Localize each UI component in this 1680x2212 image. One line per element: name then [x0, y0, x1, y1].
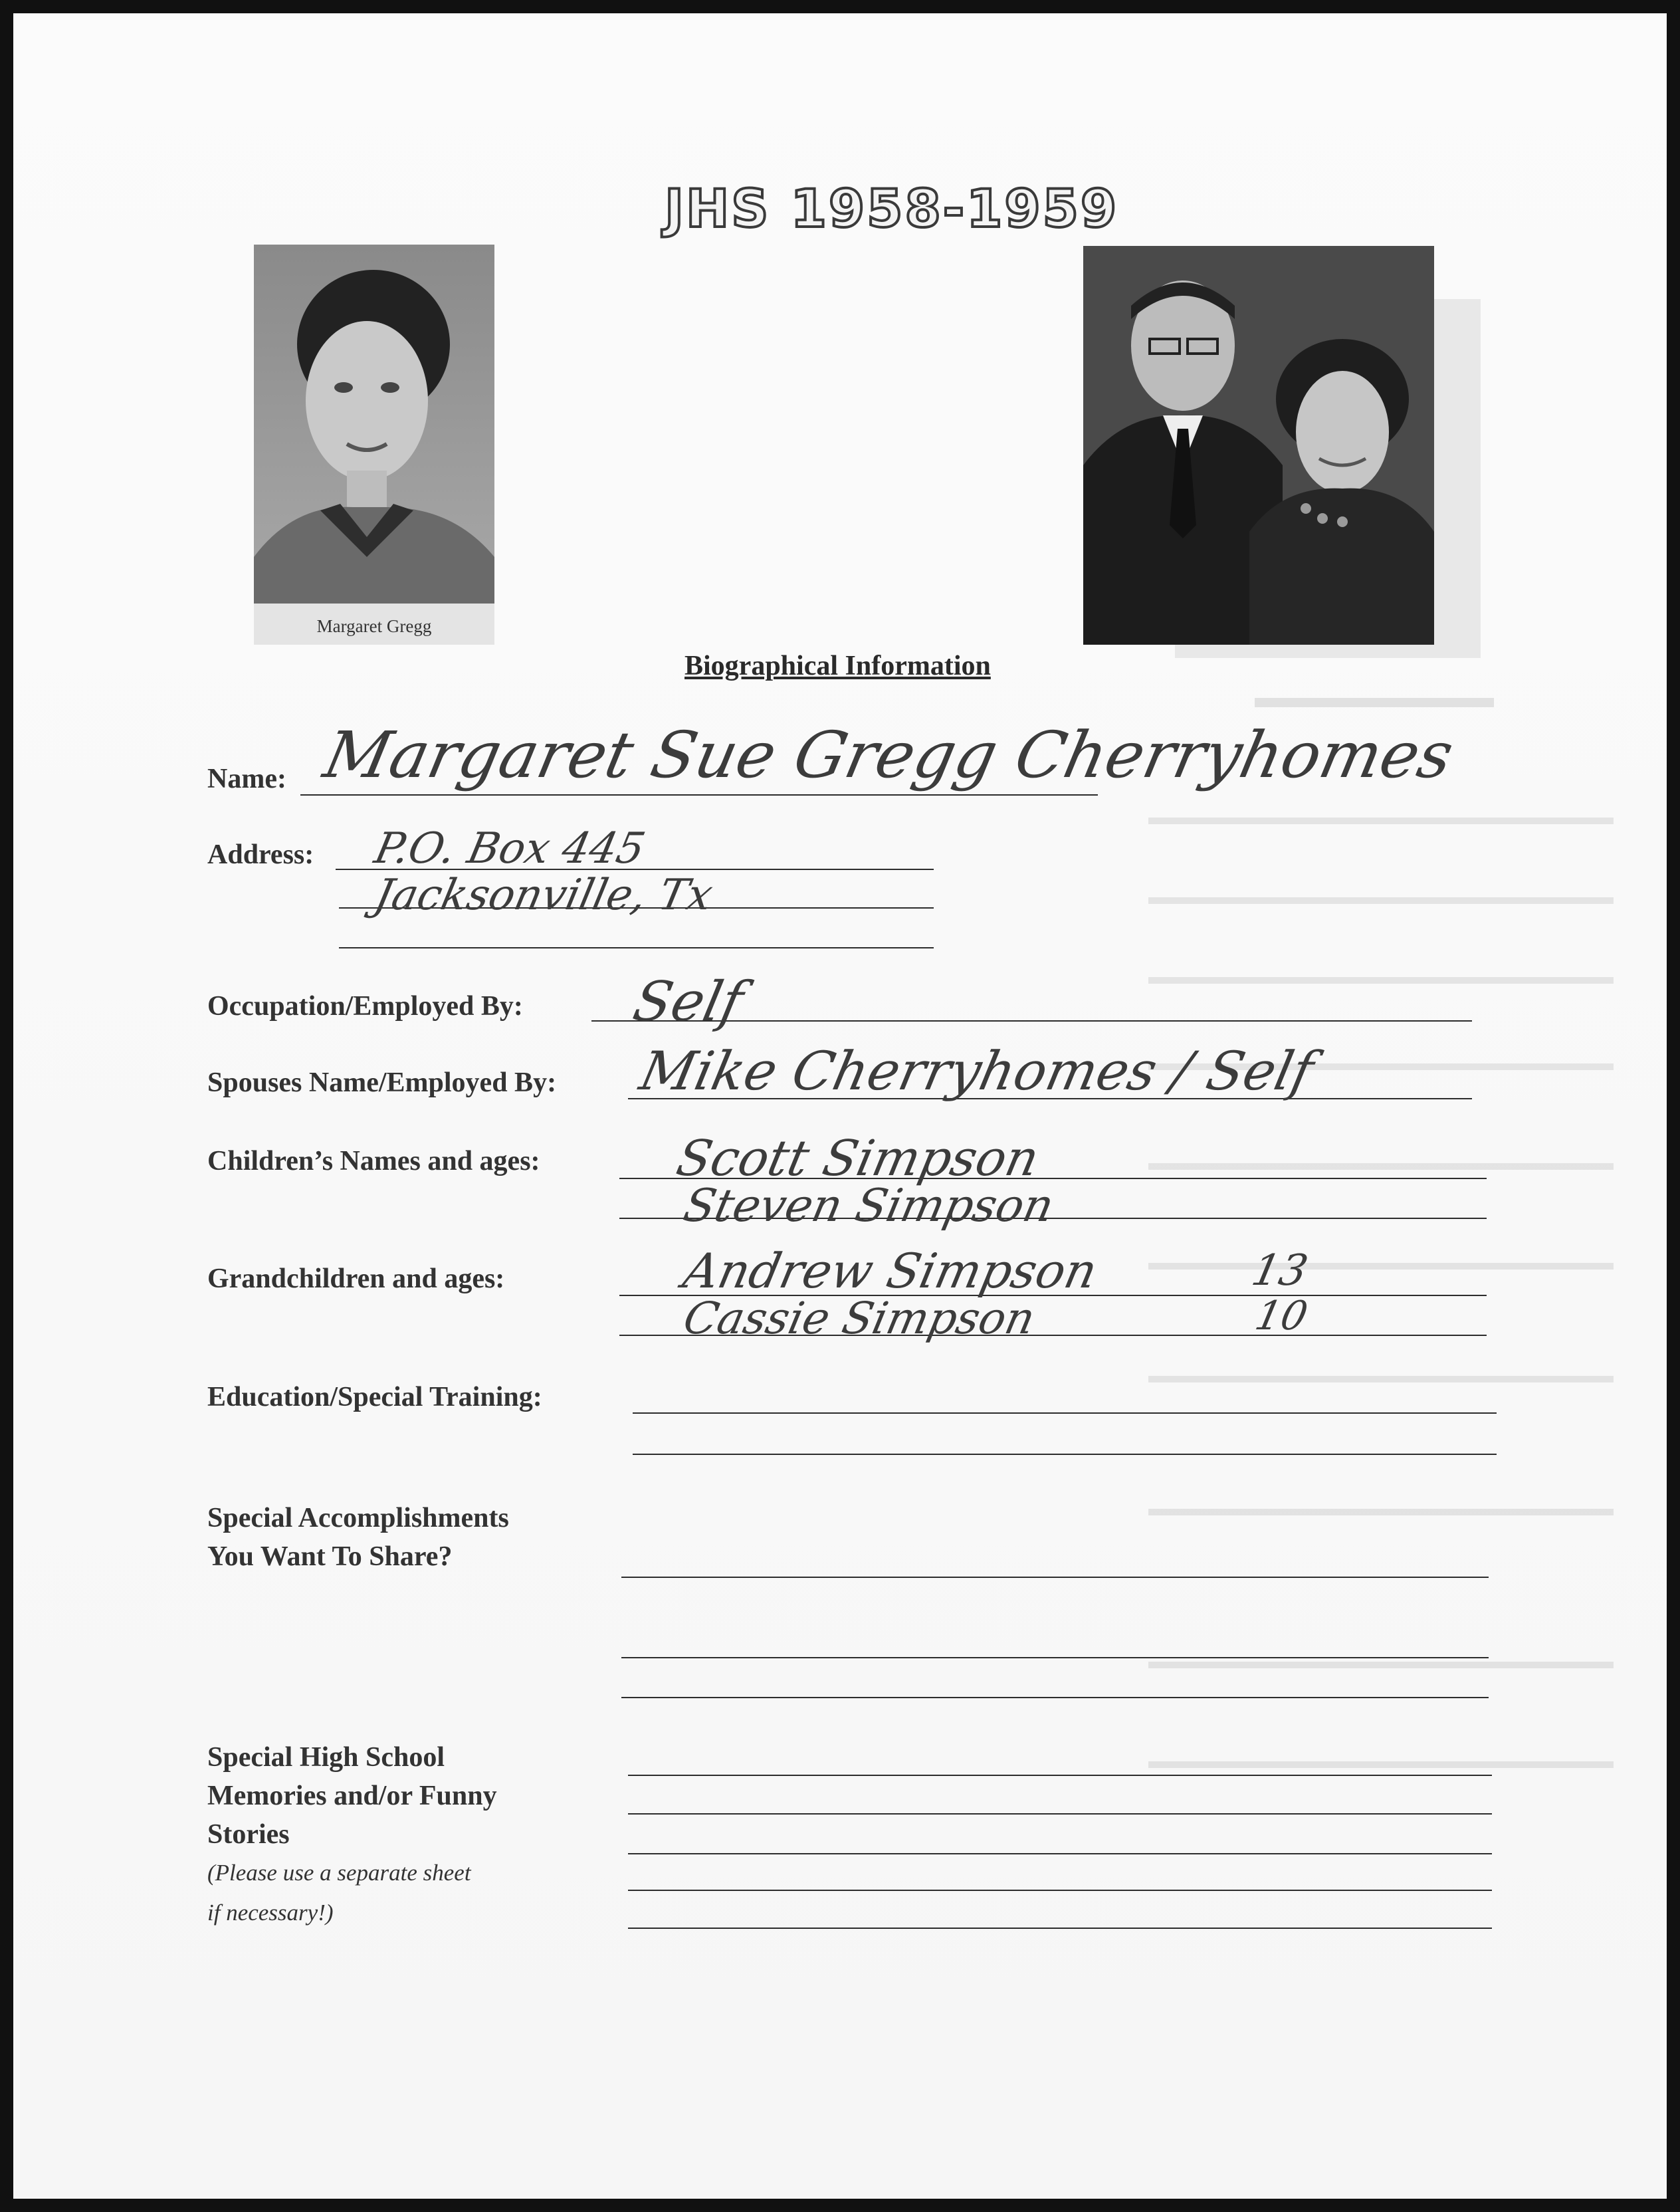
memories-line-1: [628, 1775, 1492, 1776]
yearbook-photo: [254, 245, 494, 645]
occupation-value: Self: [627, 970, 749, 1034]
memories-line-4: [628, 1890, 1492, 1891]
grandchild-1-age: 13: [1247, 1246, 1312, 1295]
child-2: Steven Simpson: [679, 1180, 1059, 1232]
couple-image: [1083, 246, 1434, 645]
children-label: Children’s Names and ages:: [207, 1146, 540, 1176]
spouse-value: Mike Cherryhomes / Self: [635, 1040, 1319, 1102]
address-line-3: [339, 947, 934, 948]
recent-photo: [1083, 246, 1434, 645]
grandchildren-label: Grandchildren and ages:: [207, 1264, 505, 1294]
name-label: Name:: [207, 764, 286, 794]
accomplishments-label-1: Special Accomplishments: [207, 1503, 509, 1533]
memories-label-3: Stories: [207, 1819, 290, 1850]
section-heading: Biographical Information: [684, 651, 991, 681]
portrait-image: [254, 245, 494, 645]
grandchild-2-name: Cassie Simpson: [679, 1293, 1040, 1344]
accomplishments-line-2: [621, 1657, 1489, 1658]
memories-note-1: (Please use a separate sheet: [207, 1860, 471, 1886]
accomplishments-line-1: [621, 1577, 1489, 1578]
address-value-2: Jacksonville, Tx: [370, 871, 717, 920]
child-1: Scott Simpson: [671, 1130, 1044, 1187]
memories-label-2: Memories and/or Funny: [207, 1781, 497, 1811]
education-line-1: [633, 1412, 1497, 1414]
page-title: JHS 1958-1959: [665, 179, 1119, 239]
address-label: Address:: [207, 839, 314, 870]
accomplishments-label-2: You Want To Share?: [207, 1541, 453, 1572]
photo-caption: Margaret Gregg: [316, 616, 432, 636]
name-line: [300, 794, 1098, 796]
name-value: Margaret Sue Gregg Cherryhomes: [318, 718, 1460, 792]
memories-note-2: if necessary!): [207, 1900, 334, 1926]
grandchild-1-name: Andrew Simpson: [679, 1243, 1102, 1299]
education-line-2: [633, 1454, 1497, 1455]
education-label: Education/Special Training:: [207, 1382, 542, 1412]
spouse-label: Spouses Name/Employed By:: [207, 1067, 557, 1098]
occupation-label: Occupation/Employed By:: [207, 991, 523, 1022]
memories-line-3: [628, 1853, 1492, 1854]
memories-label-1: Special High School: [207, 1742, 445, 1773]
accomplishments-line-3: [621, 1697, 1489, 1698]
memories-line-2: [628, 1813, 1492, 1815]
address-value-1: P.O. Box 445: [370, 824, 649, 873]
memories-line-5: [628, 1928, 1492, 1929]
grandchild-2-age: 10: [1251, 1293, 1312, 1339]
